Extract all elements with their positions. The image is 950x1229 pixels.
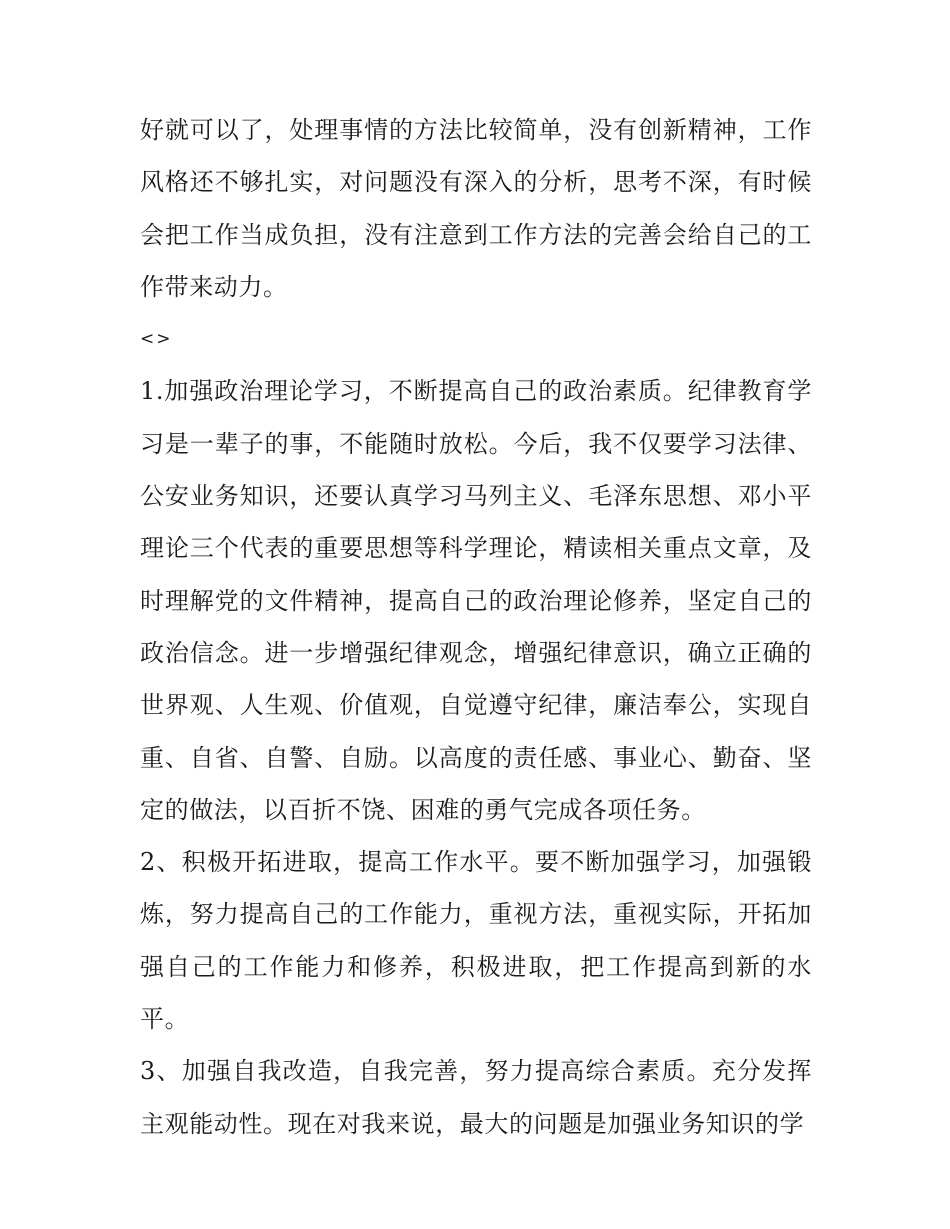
paragraph-item-2-work-level: 2、积极开拓进取，提高工作水平。要不断加强学习，加强锻炼，努力提高自己的工作能力，重视方法，重视实际，开拓加强自己的工作能力和修养，积极进取，把工作提高到新的水平。 xyxy=(140,848,812,1034)
paragraph-item-1-political-study: 1.加强政治理论学习，不断提高自己的政治素质。纪律教育学习是一辈子的事，不能随时放松。今后，我不仅要学习法律、公安业务知识，还要认真学习马列主义、毛泽东思想、邓小平理论三个代表的重要思想等科学理论，精读相关重点文章，及时理解党的文件精神，提高自己的政治理论修养，坚定自己的政治信念。进一步增强纪律观念，增强纪律意识，确立正确的世界观、人生观、价值观，自觉遵守纪律，廉洁奉公，实现自重、自省、自警、自励。以高度的责任感、事业心、勤奋、坚定的做法，以百折不饶、困难的勇气完成各项任务。 xyxy=(140,377,812,824)
section-marker: <> xyxy=(140,329,173,350)
paragraph-work-style: 好就可以了，处理事情的方法比较简单，没有创新精神，工作风格还不够扎实，对问题没有深入的分析，思考不深，有时候会把工作当成负担，没有注意到工作方法的完善会给自己的工作带来动力。 xyxy=(140,116,812,301)
paragraph-item-3-self-improvement: 3、加强自我改造，自我完善，努力提高综合素质。充分发挥主观能动性。现在对我来说，最大的问题是加强业务知识的学 xyxy=(140,1057,812,1138)
document-body xyxy=(140,104,812,1150)
